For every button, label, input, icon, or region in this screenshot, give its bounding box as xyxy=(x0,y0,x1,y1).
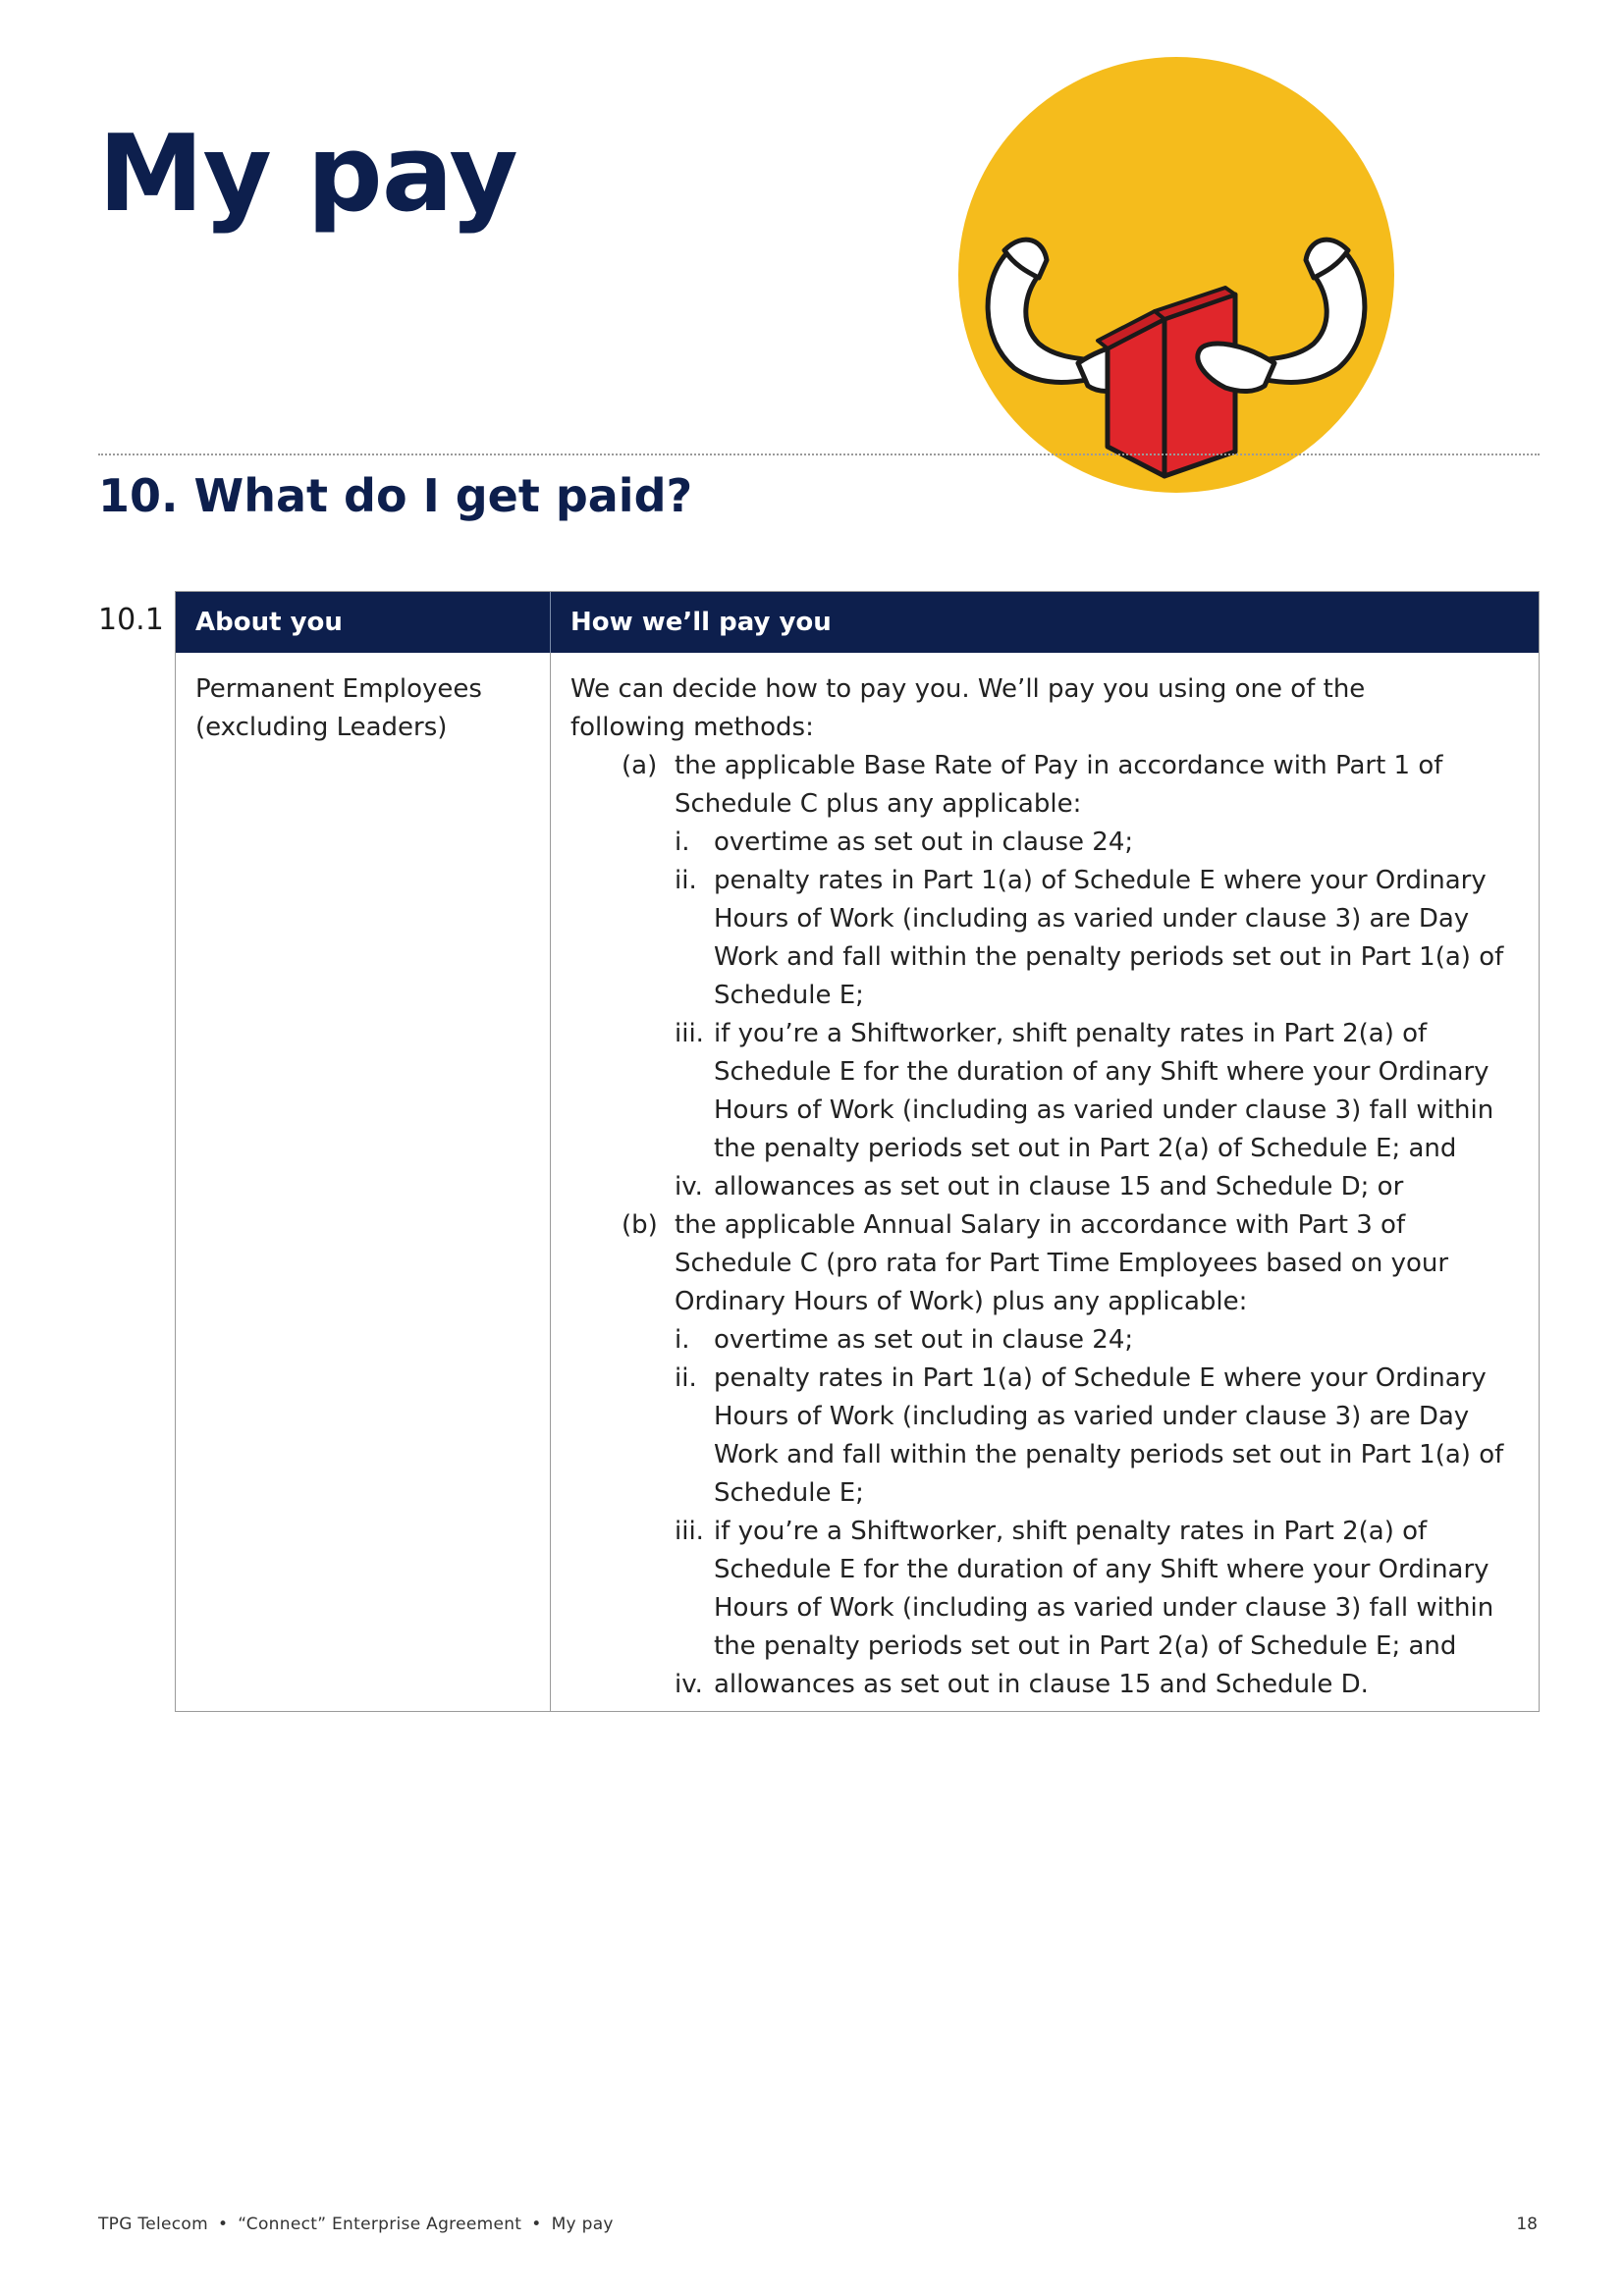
sub-item-label: iv. xyxy=(675,1172,703,1201)
sub-item-body xyxy=(714,1015,1513,1168)
how-we-pay-cell xyxy=(551,653,1539,1711)
about-you-cell xyxy=(176,653,551,1711)
footer xyxy=(98,2215,614,2234)
sub-item-line: Schedule E for the duration of any Shift where your Ordinary xyxy=(714,1555,1489,1584)
method-line: Schedule C plus any applicable: xyxy=(675,789,1082,819)
sub-item-line: Hours of Work (including as varied under clause 3) are Day xyxy=(714,904,1470,934)
page-title: My pay xyxy=(98,113,517,236)
sub-item-line: Work and fall within the penalty periods set out in Part 1(a) of xyxy=(714,1440,1504,1469)
method-body xyxy=(675,747,1513,1206)
reading-book-icon xyxy=(941,54,1412,506)
method-b xyxy=(622,1206,1513,1704)
about-you-line: Permanent Employees xyxy=(195,674,482,704)
about-you-line: (excluding Leaders) xyxy=(195,713,448,742)
intro-line: We can decide how to pay you. We’ll pay you using one of the xyxy=(570,674,1366,704)
method-label: (a) xyxy=(622,751,658,780)
sub-item-body xyxy=(714,1168,1513,1206)
sub-item-body xyxy=(714,1360,1513,1513)
sub-item-line: Schedule E; xyxy=(714,1478,864,1508)
sub-item-label: ii. xyxy=(675,1363,697,1393)
method-line: Schedule C (pro rata for Part Time Employees based on your xyxy=(675,1249,1449,1278)
sub-item-line: if you’re a Shiftworker, shift penalty rates in Part 2(a) of xyxy=(714,1019,1428,1048)
sub-item-line: Schedule E; xyxy=(714,981,864,1010)
sub-item-line: if you’re a Shiftworker, shift penalty rates in Part 2(a) of xyxy=(714,1517,1428,1546)
method-line: Ordinary Hours of Work) plus any applicable: xyxy=(675,1287,1248,1316)
sub-item-label: iv. xyxy=(675,1670,703,1699)
clause-number: 10.1 xyxy=(98,603,164,637)
sub-item xyxy=(675,862,1513,1015)
footer-company: TPG Telecom xyxy=(98,2215,208,2234)
sub-item-line: Schedule E for the duration of any Shift where your Ordinary xyxy=(714,1057,1489,1087)
table-row xyxy=(176,653,1539,1711)
sub-item-line: allowances as set out in clause 15 and Schedule D; or xyxy=(714,1172,1404,1201)
pay-table xyxy=(175,591,1540,1712)
sub-item-body xyxy=(714,1666,1513,1704)
section-divider xyxy=(98,454,1540,455)
sub-item-line: overtime as set out in clause 24; xyxy=(714,828,1134,857)
sub-item-label: ii. xyxy=(675,866,697,895)
sub-item-body xyxy=(714,824,1513,862)
sub-item-line: the penalty periods set out in Part 2(a) of Schedule E; and xyxy=(714,1134,1457,1163)
sub-item-line: Work and fall within the penalty periods set out in Part 1(a) of xyxy=(714,942,1504,972)
method-label: (b) xyxy=(622,1210,658,1240)
footer-section: My pay xyxy=(551,2215,614,2234)
sub-item xyxy=(675,1513,1513,1666)
sub-item-line: penalty rates in Part 1(a) of Schedule E where your Ordinary xyxy=(714,1363,1487,1393)
sub-item-line: penalty rates in Part 1(a) of Schedule E where your Ordinary xyxy=(714,866,1487,895)
method-body xyxy=(675,1206,1513,1704)
sub-item-label: iii. xyxy=(675,1019,704,1048)
sub-item-line: Hours of Work (including as varied under clause 3) are Day xyxy=(714,1402,1470,1431)
sub-item-label: iii. xyxy=(675,1517,704,1546)
method-a xyxy=(622,747,1513,1206)
method-line: the applicable Base Rate of Pay in accordance with Part 1 of xyxy=(675,751,1443,780)
footer-separator: • xyxy=(217,2215,229,2234)
sub-item xyxy=(675,1321,1513,1360)
page-number: 18 xyxy=(1516,2215,1538,2234)
sub-item-body xyxy=(714,1321,1513,1360)
header-how-we-pay: How we’ll pay you xyxy=(570,608,832,637)
section-heading: 10. What do I get paid? xyxy=(98,469,693,522)
sub-item-label: i. xyxy=(675,1325,690,1355)
sub-item-line: the penalty periods set out in Part 2(a) of Schedule E; and xyxy=(714,1631,1457,1661)
sub-item-line: Hours of Work (including as varied under clause 3) fall within xyxy=(714,1593,1494,1623)
footer-agreement: “Connect” Enterprise Agreement xyxy=(238,2215,522,2234)
sub-item xyxy=(675,1666,1513,1704)
intro-line: following methods: xyxy=(570,713,814,742)
header-about-you: About you xyxy=(176,592,551,653)
sub-item xyxy=(675,1360,1513,1513)
sub-item-body xyxy=(714,1513,1513,1666)
sub-item-label: i. xyxy=(675,828,690,857)
sub-item-line: allowances as set out in clause 15 and Schedule D. xyxy=(714,1670,1369,1699)
sub-item-line: overtime as set out in clause 24; xyxy=(714,1325,1134,1355)
footer-separator: • xyxy=(531,2215,542,2234)
method-line: the applicable Annual Salary in accordance with Part 3 of xyxy=(675,1210,1406,1240)
sub-item xyxy=(675,824,1513,862)
table-header xyxy=(176,592,1539,653)
sub-item-body xyxy=(714,862,1513,1015)
sub-item-line: Hours of Work (including as varied under clause 3) fall within xyxy=(714,1095,1494,1125)
sub-item xyxy=(675,1015,1513,1168)
sub-item xyxy=(675,1168,1513,1206)
